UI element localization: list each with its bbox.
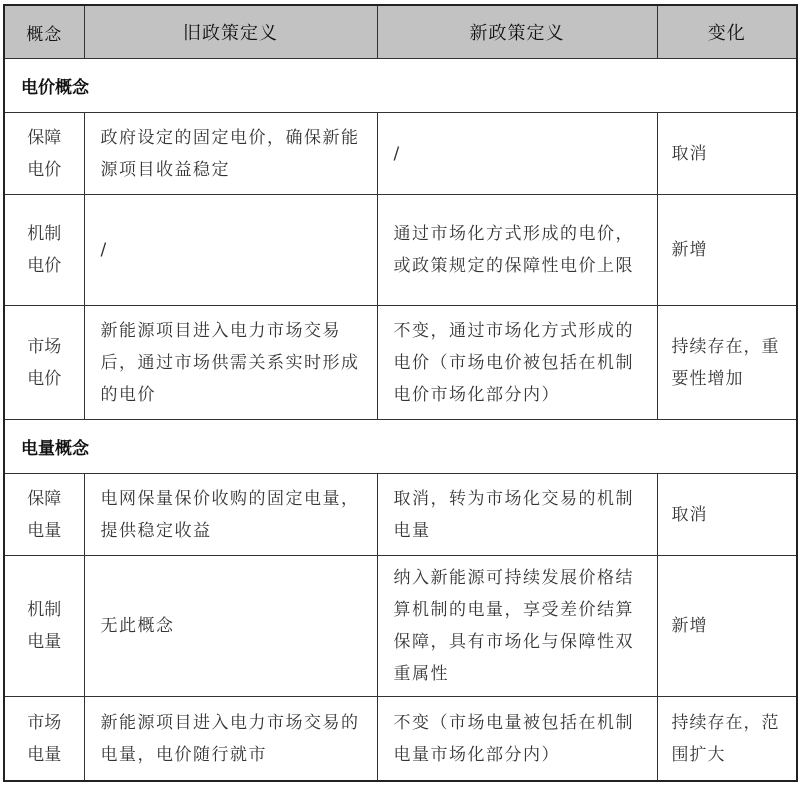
concept-line: 电量 [27, 744, 62, 765]
table-row [4, 474, 797, 556]
table-row [4, 306, 797, 420]
concept-cell [4, 697, 84, 782]
concept-cell [4, 556, 84, 697]
table-row [4, 697, 797, 782]
concept-line: 电价 [27, 368, 62, 389]
header-change: 变化 [657, 5, 797, 59]
concept-line: 电价 [27, 256, 62, 276]
concept-line: 市场 [27, 712, 62, 733]
concept-cell [4, 474, 84, 556]
concept-cell [4, 113, 84, 195]
concept-line: 市场 [27, 336, 62, 357]
old-policy-cell: 新能源项目进入电力市场交易后，通过市场供需关系实时形成的电价 [84, 306, 377, 420]
change-cell: 新增 [657, 195, 797, 306]
new-policy-cell: 纳入新能源可持续发展价格结算机制的电量，享受差价结算保障，具有市场化与保障性双重属性 [377, 556, 657, 697]
concept-line: 机制 [27, 224, 62, 244]
table-row [4, 113, 797, 195]
old-policy-cell: / [84, 195, 377, 306]
old-policy-cell: 政府设定的固定电价，确保新能源项目收益稳定 [84, 113, 377, 195]
change-cell: 取消 [657, 113, 797, 195]
old-policy-cell: 新能源项目进入电力市场交易的电量，电价随行就市 [84, 697, 377, 782]
new-policy-cell: 取消，转为市场化交易的机制电量 [377, 474, 657, 556]
table-row [4, 195, 797, 306]
change-cell: 取消 [657, 474, 797, 556]
concept-line: 保障 [27, 127, 62, 148]
concept-line: 电量 [27, 520, 62, 541]
header-concept: 概念 [4, 5, 84, 59]
table-row [4, 556, 797, 697]
header-new-policy: 新政策定义 [377, 5, 657, 59]
concept-line: 电价 [27, 159, 62, 180]
section-row-price [4, 59, 797, 113]
new-policy-cell: / [377, 113, 657, 195]
change-cell: 新增 [657, 556, 797, 697]
section-title: 电量概念 [4, 420, 797, 474]
concept-cell [4, 195, 84, 306]
concept-cell [4, 306, 84, 420]
old-policy-cell: 无此概念 [84, 556, 377, 697]
table-header-row [4, 5, 797, 59]
change-cell: 持续存在，范围扩大 [657, 697, 797, 782]
change-cell: 持续存在，重要性增加 [657, 306, 797, 420]
header-old-policy: 旧政策定义 [84, 5, 377, 59]
concept-line: 机制 [27, 600, 62, 620]
old-policy-cell: 电网保量保价收购的固定电量，提供稳定收益 [84, 474, 377, 556]
policy-comparison-table [3, 4, 798, 782]
new-policy-cell: 不变（市场电量被包括在机制电量市场化部分内） [377, 697, 657, 782]
section-row-volume [4, 420, 797, 474]
concept-line: 电量 [27, 632, 62, 652]
section-title: 电价概念 [4, 59, 797, 113]
new-policy-cell: 不变，通过市场化方式形成的电价（市场电价被包括在机制电价市场化部分内） [377, 306, 657, 420]
concept-line: 保障 [27, 488, 62, 509]
new-policy-cell: 通过市场化方式形成的电价，或政策规定的保障性电价上限 [377, 195, 657, 306]
